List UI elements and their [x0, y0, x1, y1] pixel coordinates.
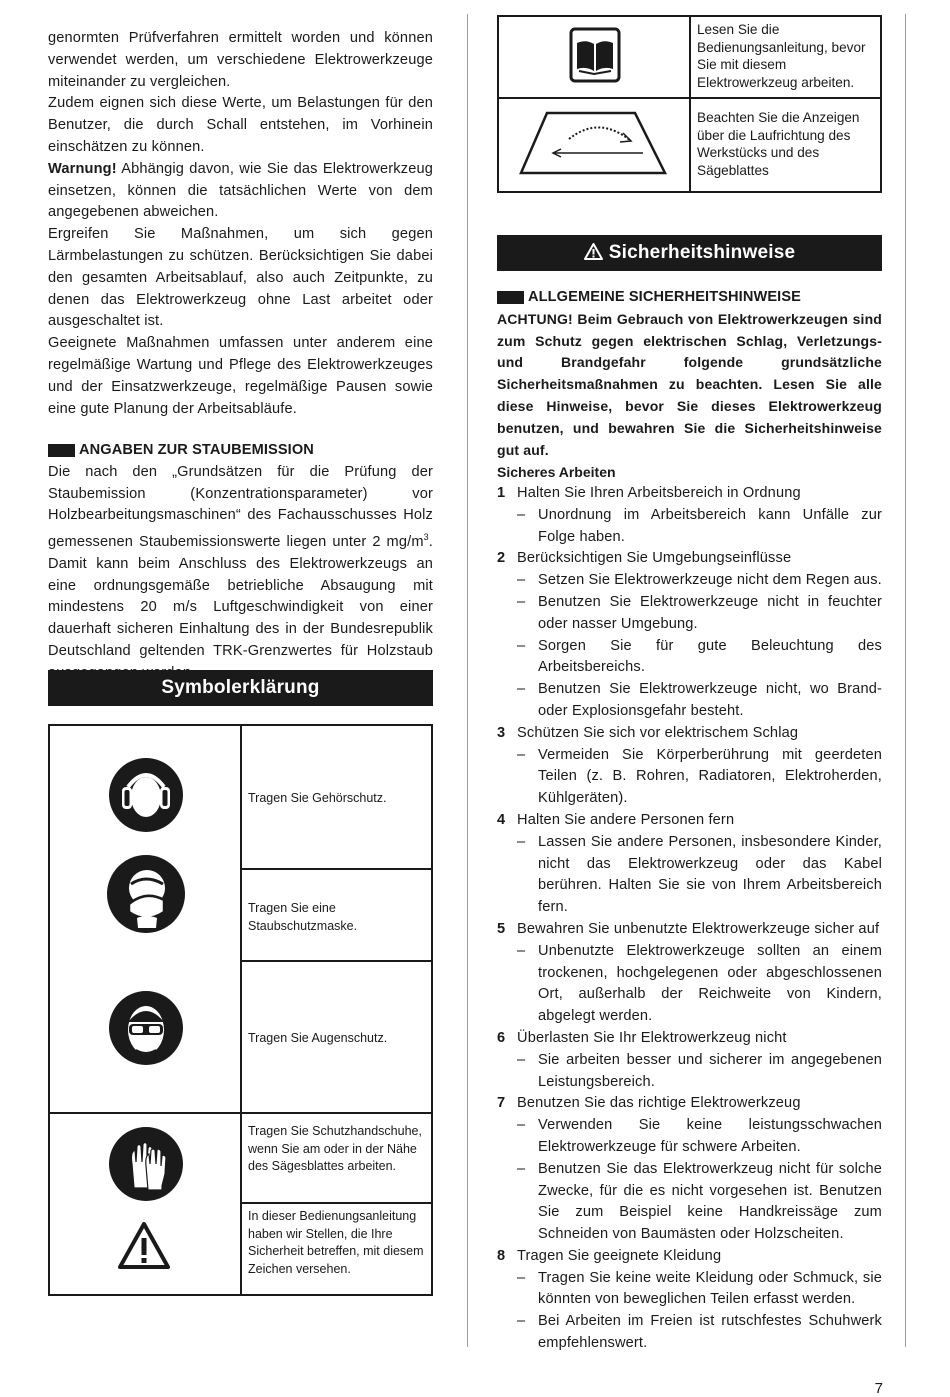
list-sub-item-text: Sie arbeiten besser und sicherer im angegebenen Leistungsbereich. [538, 1051, 882, 1090]
dash-bullet: – [517, 1313, 526, 1330]
symbol-text-warning: In dieser Bedienungsanleitung haben wir Stellen, die Ihre Sicherheit betreffen, mit diesem Zeichen versehen. [248, 1209, 424, 1276]
list-sub-item [497, 941, 882, 1028]
general-section [497, 287, 882, 461]
list-item-number: 3 [497, 724, 506, 741]
general-heading [497, 287, 882, 309]
heading-bar [497, 291, 524, 304]
gloves-icon [108, 1126, 184, 1207]
warning-text: Abhängig davon, wie Sie das Elektrowerkzeug einsetzen, können die tatsächlichen Werte von dem angegebenen abweichen. [48, 160, 433, 221]
warning-label: Warnung! [48, 160, 117, 177]
list-sub-item [497, 745, 882, 810]
list-sub-item-text: Benutzen Sie Elektrowerkzeuge nicht in feuchter oder nasser Umgebung. [538, 593, 882, 632]
eye-protection-icon [108, 990, 184, 1071]
warning-triangle-icon [584, 237, 603, 273]
symbol-text-eye: Tragen Sie Augenschutz. [248, 1031, 388, 1045]
intro-paragraph-2: Zudem eignen sich diese Werte, um Belastungen für den Benutzer, die durch Schall entstehen, im Vorhinein einschätzen zu können. [48, 95, 433, 155]
dash-bullet: – [517, 1117, 526, 1134]
list-item-text: Tragen Sie geeignete Kleidung [517, 1247, 722, 1264]
list-item-number: 4 [497, 811, 506, 828]
list-item-number: 8 [497, 1247, 506, 1264]
dust-text-a: Die nach den „Grundsätzen für die Prüfung der Staubemission (Konzentrationsparameter) vor Holzbearbeitungsmaschinen“ des Fachausschusses Holz gemessenen Staubemissionswerte liegen unter 2 mg/m [48, 463, 433, 551]
table-divider [240, 726, 242, 1294]
safety-banner-text: Sicherheitshinweise [608, 242, 796, 263]
list-item [497, 1093, 882, 1115]
dust-section [48, 440, 433, 685]
row-divider [499, 97, 880, 99]
saw-direction-icon [519, 111, 667, 182]
ear-protection-icon [108, 757, 184, 838]
list-item [497, 810, 882, 832]
list-sub-item [497, 1050, 882, 1094]
list-item [497, 483, 882, 505]
list-item [497, 919, 882, 941]
dash-bullet: – [517, 1269, 526, 1286]
list-item-text: Schützen Sie sich vor elektrischem Schlag [517, 724, 799, 741]
list-sub-item [497, 570, 882, 592]
column-divider [467, 14, 468, 1347]
dust-superscript: 3 [423, 532, 429, 543]
list-item-text: Berücksichtigen Sie Umgebungseinflüsse [517, 550, 792, 567]
list-sub-item [497, 1159, 882, 1246]
list-item-text: Halten Sie andere Personen fern [517, 811, 735, 828]
intro-paragraph-1: genormten Prüfverfahren ermittelt worden und können verwendet werden, um verschiedene Elektrowerkzeuge miteinander zu vergleichen. [48, 30, 433, 90]
dust-text-b: . Damit kann beim Anschluss des Elektrowerkzeugs an eine ordnungsgemäße betriebliche Absaugung mit mindestens 20 m/s Luftgeschwindigkeit von einer dauerhaft sicheren Einhaltung des in der Bundesrepublik Deutschland geltenden TRK-Grenzwertes für Holzstaub [48, 534, 433, 660]
list-sub-item [497, 1268, 882, 1312]
measures-paragraph: Ergreifen Sie Maßnahmen, um sich gegen Lärmbelastungen zu schützen. Berücksichtigen Sie dabei den gesamten Arbeitsablauf, also auch Zeitpunkte, zu denen das Elektrowerkzeug ohne Last arbeitet oder ausgeschaltet ist. [48, 226, 433, 330]
dash-bullet: – [517, 572, 526, 589]
list-item [497, 723, 882, 745]
safe-work-heading: Sicheres Arbeiten [497, 464, 616, 480]
list-sub-item [497, 505, 882, 549]
list-sub-item-text: Bei Arbeiten im Freien ist rutschfestes Schuhwerk empfehlenswert. [538, 1313, 882, 1352]
list-item-text: Bewahren Sie unbenutzte Elektrowerkzeuge sicher auf [517, 920, 880, 937]
symbols-table [48, 724, 433, 1296]
safety-list [497, 483, 882, 1355]
dash-bullet: – [517, 746, 526, 763]
list-item-text: Halten Sie Ihren Arbeitsbereich in Ordnung [517, 485, 801, 501]
dash-bullet: – [517, 637, 526, 654]
list-sub-item-text: Sorgen Sie für gute Beleuchtung des Arbeitsbereichs. [538, 637, 882, 676]
list-item [497, 548, 882, 570]
symbol-text-gloves: Tragen Sie Schutzhandschuhe, wenn Sie am oder in der Nähe des Sägesblattes arbeiten. [248, 1124, 422, 1173]
symbol-text-ear: Tragen Sie Gehörschutz. [248, 791, 387, 805]
dash-bullet: – [517, 681, 526, 698]
saw-direction-text: Beachten Sie die Anzeigen über die Laufrichtung des Werkstücks und des Sägeblattes [697, 110, 860, 178]
row-divider [240, 960, 431, 962]
list-sub-item [497, 636, 882, 680]
list-sub-item-text: Setzen Sie Elektrowerkzeuge nicht dem Regen aus. [538, 572, 882, 589]
list-sub-item [497, 1311, 882, 1355]
dash-bullet: – [517, 1160, 526, 1177]
list-sub-item-text: Verwenden Sie keine leistungsschwachen Elektrowerkzeuge für schwere Arbeiten. [538, 1117, 882, 1155]
list-sub-item-text: Benutzen Sie Elektrowerkzeuge nicht, wo Brand- oder Explosionsgefahr besteht. [538, 681, 882, 719]
general-heading-text: ALLGEMEINE SICHERHEITSHINWEISE [528, 289, 802, 305]
dust-mask-icon [106, 854, 186, 939]
list-item-text: Überlasten Sie Ihr Elektrowerkzeug nicht [517, 1029, 787, 1046]
dash-bullet: – [517, 593, 526, 610]
suitable-measures-paragraph: Geeignete Maßnahmen umfassen unter anderem eine regelmäßige Wartung und Pflege des Elektrowerkzeuges und der Einsatzwerkzeuge, regelmäßige Pausen sowie eine gute Planung der Arbeitsabläufe. [48, 335, 433, 417]
list-item-number: 5 [497, 920, 506, 937]
row-divider [50, 1112, 431, 1114]
list-item-number: 6 [497, 1029, 506, 1046]
list-sub-item [497, 679, 882, 723]
list-item [497, 1028, 882, 1050]
symbols-banner: Symbolerklärung [48, 670, 433, 706]
page-edge-rule [905, 14, 906, 1347]
list-item-number: 1 [497, 485, 506, 501]
list-item-text: Benutzen Sie das richtige Elektrowerkzeug [517, 1095, 801, 1112]
list-sub-item [497, 1115, 882, 1159]
symbol-text-mask: Tragen Sie eine Staubschutzmaske. [248, 901, 358, 933]
general-paragraph: ACHTUNG! Beim Gebrauch von Elektrowerkzeugen sind zum Schutz gegen elektrischen Schlag, Verletzungs- und Brandgefahr folgende grundsätzliche Sicherheitsmaßnahmen zu beachten. Lesen Sie alle diese Hinweise, bevor Sie dieses Elektrowerkzeug benutzen, und bewahren Sie die Sicherheitshinweise gut auf. [497, 310, 882, 458]
page-number: 7 [874, 1380, 883, 1397]
dash-bullet: – [517, 506, 526, 523]
noise-text-block [48, 28, 433, 420]
list-sub-item-text: Unbenutzte Elektrowerkzeuge sollten an einem trockenen, hochgelegenen oder abgeschlossenen Ort, außerhalb der Reichweite von Kindern, abgelegt werden. [538, 942, 882, 1025]
row-divider [240, 1202, 431, 1204]
manual-book-icon [569, 27, 621, 88]
dash-bullet: – [517, 833, 526, 850]
list-sub-item-text: Benutzen Sie das Elektrowerkzeug nicht für solche Zwecke, für die es nicht vorgesehen ist. Benutzen Sie zum Beispiel keine Handkreissäge zum Schneiden von Baumästen oder Holzscheiten. [538, 1160, 882, 1243]
list-sub-item-text: Unordnung im Arbeitsbereich kann Unfälle zur Folge haben. [538, 506, 882, 545]
list-sub-item-text: Lassen Sie andere Personen, insbesondere Kinder, nicht das Elektrowerkzeug oder das Kabel berühren. Halten Sie sie von Ihrem Arbeitsbereich fern. [538, 833, 882, 916]
list-sub-item [497, 832, 882, 919]
warning-triangle-icon [118, 1222, 170, 1275]
dust-heading [48, 440, 433, 462]
manual-text: Lesen Sie die Bedienungsanleitung, bevor Sie mit diesem Elektrowerkzeug arbeiten. [697, 22, 866, 90]
safety-banner [497, 235, 882, 271]
dash-bullet: – [517, 942, 526, 959]
dash-bullet: – [517, 1051, 526, 1068]
list-item-number: 7 [497, 1095, 506, 1112]
list-sub-item [497, 592, 882, 636]
warning-paragraph [48, 159, 433, 224]
list-item-number: 2 [497, 550, 506, 567]
dust-heading-text: ANGABEN ZUR STAUBEMISSION [79, 442, 314, 458]
table-divider [689, 17, 691, 191]
row-divider [240, 868, 431, 870]
list-sub-item-text: Vermeiden Sie Körperberührung mit geerdeten Teilen (z. B. Rohren, Radiatoren, Elektroherden, Kühlgeräten). [538, 746, 882, 807]
heading-bar [48, 444, 75, 457]
list-item [497, 1246, 882, 1268]
list-sub-item-text: Tragen Sie keine weite Kleidung oder Schmuck, sie könnten von beweglichen Teilen erfasst werden. [538, 1269, 882, 1308]
top-symbols-table [497, 15, 882, 193]
dust-paragraph [48, 462, 433, 685]
